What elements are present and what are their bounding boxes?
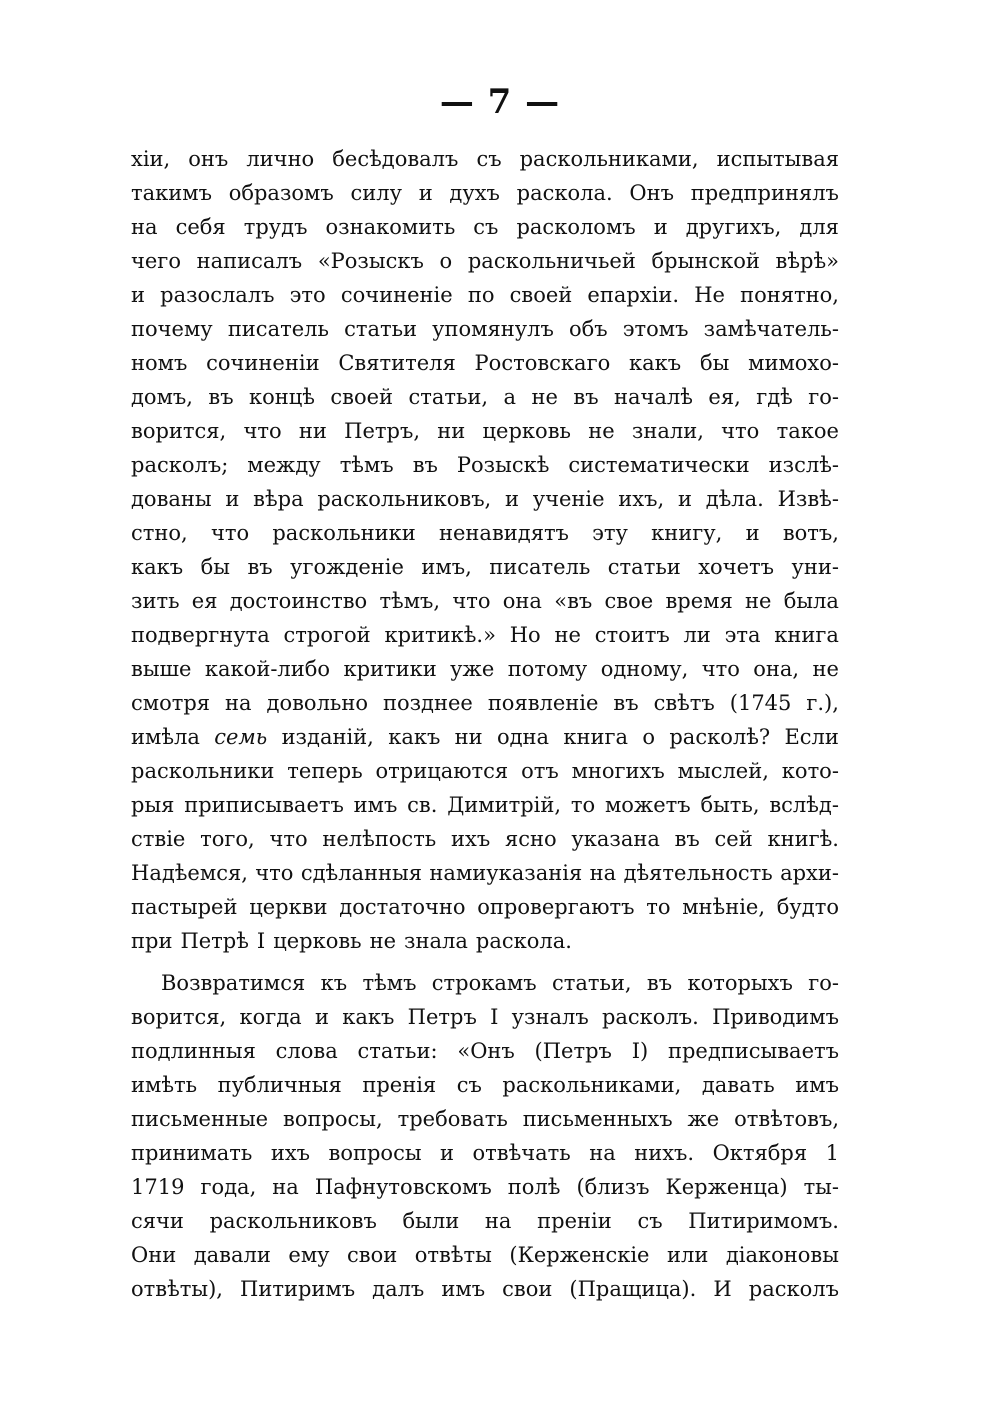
text-line: и разослалъ это сочиненіе по своей епархіи. Не понятно, xyxy=(131,283,839,307)
text-line: чего написалъ «Розыскъ о раскольничьей брынской вѣрѣ» xyxy=(131,249,839,273)
text-line: домъ, въ концѣ своей статьи, а не въ началѣ ея, гдѣ го- xyxy=(131,385,839,409)
text-line: хіи, онъ лично бесѣдовалъ съ раскольниками, испытывая xyxy=(131,147,839,171)
text-line: при Петрѣ I церковь не знала раскола. xyxy=(131,929,572,953)
text-line: какъ бы въ угожденіе имъ, писатель статьи хочетъ уни- xyxy=(131,555,839,579)
paragraph xyxy=(131,142,839,958)
text-line: 1719 года, на Пафнутовскомъ полѣ (близъ Керженца) ты- xyxy=(131,1175,839,1199)
text-line: Надѣемся, что сдѣланныя намиуказанія на дѣятельность архи- xyxy=(131,861,839,885)
text-line: расколъ; между тѣмъ въ Розыскѣ систематически изслѣ- xyxy=(131,453,839,477)
text-line: ворится, что ни Петръ, ни церковь не знали, что такое xyxy=(131,419,839,443)
text-line: рыя приписываетъ имъ св. Димитрій, то можетъ быть, вслѣд- xyxy=(131,793,839,817)
text-line: принимать ихъ вопросы и отвѣчать на нихъ. Октября 1 xyxy=(131,1141,839,1165)
text-line: ворится, когда и какъ Петръ I узналъ расколъ. Приводимъ xyxy=(131,1005,839,1029)
text-line: раскольники теперь отрицаются отъ многихъ мыслей, кото- xyxy=(131,759,839,783)
text-line: пастырей церкви достаточно опровергаютъ то мнѣніе, будто xyxy=(131,895,839,919)
text-line: письменные вопросы, требовать письменныхъ же отвѣтовъ, xyxy=(131,1107,839,1131)
text-line: отвѣты), Питиримъ далъ имъ свои (Пращица). И расколъ xyxy=(131,1277,839,1301)
paragraph xyxy=(131,966,839,1306)
text-line: смотря на довольно позднее появленіе въ свѣтъ (1745 г.), xyxy=(131,691,839,715)
text-line: подлинныя слова статьи: «Онъ (Петръ I) предписываетъ xyxy=(131,1039,839,1063)
text-line: номъ сочиненіи Святителя Ростовскаго какъ бы мимохо- xyxy=(131,351,839,375)
page-number: — 7 — xyxy=(439,82,561,122)
text-line: ствіе того, что нелѣпость ихъ ясно указана въ сей книгѣ. xyxy=(131,827,839,851)
text-line: имѣла семь изданій, какъ ни одна книга о расколѣ? Если xyxy=(131,725,839,749)
text-line: такимъ образомъ силу и духъ раскола. Онъ предпринялъ xyxy=(131,181,839,205)
text-line: подвергнута строгой критикѣ.» Но не стоитъ ли эта книга xyxy=(131,623,839,647)
text-line: имѣть публичныя пренія съ раскольниками, давать имъ xyxy=(131,1073,839,1097)
text-line: Они давали ему свои отвѣты (Керженскіе или діаконовы xyxy=(131,1243,839,1267)
text-line: дованы и вѣра раскольниковъ, и ученіе ихъ, и дѣла. Извѣ- xyxy=(131,487,839,511)
text-line: стно, что раскольники ненавидятъ эту книгу, и вотъ, xyxy=(131,521,839,545)
body-text xyxy=(131,142,839,1306)
text-line: почему писатель статьи упомянулъ объ этомъ замѣчатель- xyxy=(131,317,839,341)
paragraph-gap xyxy=(131,958,839,966)
text-line: зить ея достоинство тѣмъ, что она «въ свое время не была xyxy=(131,589,839,613)
text-line: сячи раскольниковъ были на преніи съ Питиримомъ. xyxy=(131,1209,839,1233)
text-line: Возвратимся къ тѣмъ строкамъ статьи, въ которыхъ го- xyxy=(161,971,839,995)
text-line: на себя трудъ ознакомить съ расколомъ и другихъ, для xyxy=(131,215,839,239)
text-line: выше какой-либо критики уже потому одному, что она, не xyxy=(131,657,839,681)
